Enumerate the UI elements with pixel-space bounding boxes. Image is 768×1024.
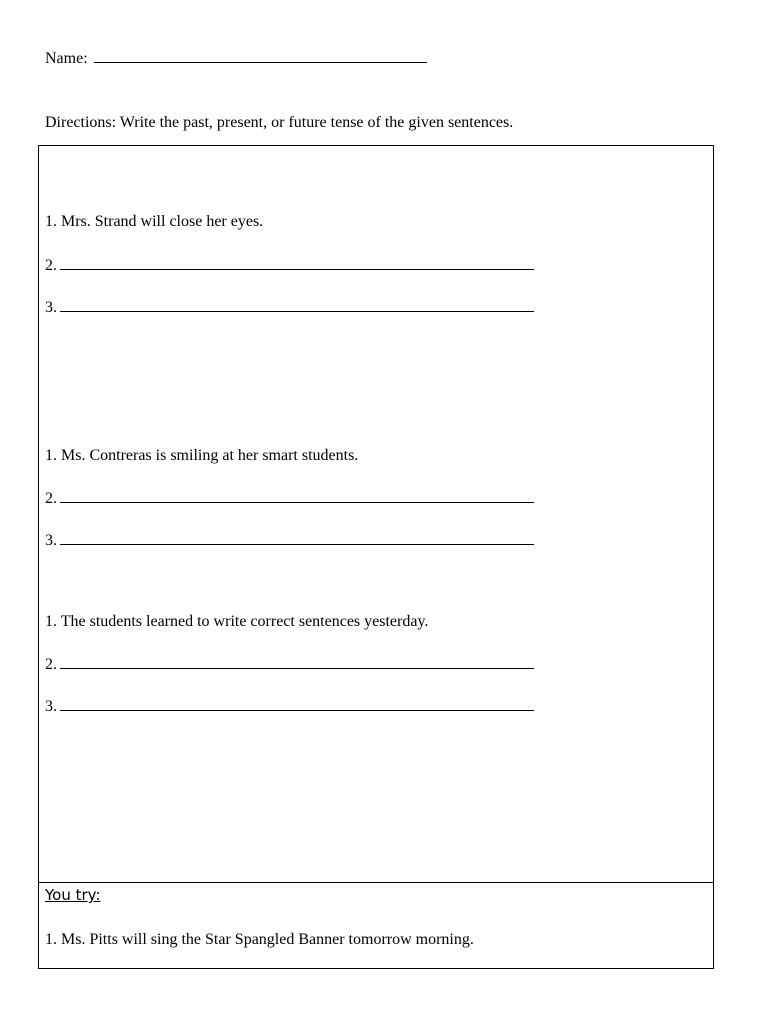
group-1-answer-2 bbox=[45, 255, 534, 275]
answer-label: 2. bbox=[45, 656, 57, 673]
answer-label: 2. bbox=[45, 490, 57, 507]
group-2-answer-3 bbox=[45, 530, 534, 550]
section-divider bbox=[39, 882, 713, 883]
answer-label: 3. bbox=[45, 299, 57, 316]
group-1-answer-3 bbox=[45, 297, 534, 317]
answer-line[interactable] bbox=[60, 654, 534, 669]
answer-line[interactable] bbox=[60, 696, 534, 711]
worksheet-box bbox=[38, 145, 714, 969]
answer-label: 2. bbox=[45, 257, 57, 274]
name-row bbox=[45, 48, 427, 68]
group-2-sentence: 1. Ms. Contreras is smiling at her smart students. bbox=[45, 447, 359, 464]
directions-text: Directions: Write the past, present, or future tense of the given sentences. bbox=[45, 114, 514, 131]
group-3-answer-3 bbox=[45, 696, 534, 716]
answer-line[interactable] bbox=[60, 530, 534, 545]
you-try-heading: You try: bbox=[45, 886, 101, 904]
group-3-sentence: 1. The students learned to write correct sentences yesterday. bbox=[45, 613, 429, 630]
answer-line[interactable] bbox=[60, 297, 534, 312]
name-field[interactable] bbox=[94, 48, 427, 63]
name-label: Name: bbox=[45, 50, 88, 67]
group-3-answer-2 bbox=[45, 654, 534, 674]
answer-label: 3. bbox=[45, 532, 57, 549]
answer-label: 3. bbox=[45, 698, 57, 715]
you-try-sentence: 1. Ms. Pitts will sing the Star Spangled Banner tomorrow morning. bbox=[45, 931, 474, 948]
answer-line[interactable] bbox=[60, 255, 534, 270]
answer-line[interactable] bbox=[60, 488, 534, 503]
group-1-sentence: 1. Mrs. Strand will close her eyes. bbox=[45, 213, 264, 230]
group-2-answer-2 bbox=[45, 488, 534, 508]
